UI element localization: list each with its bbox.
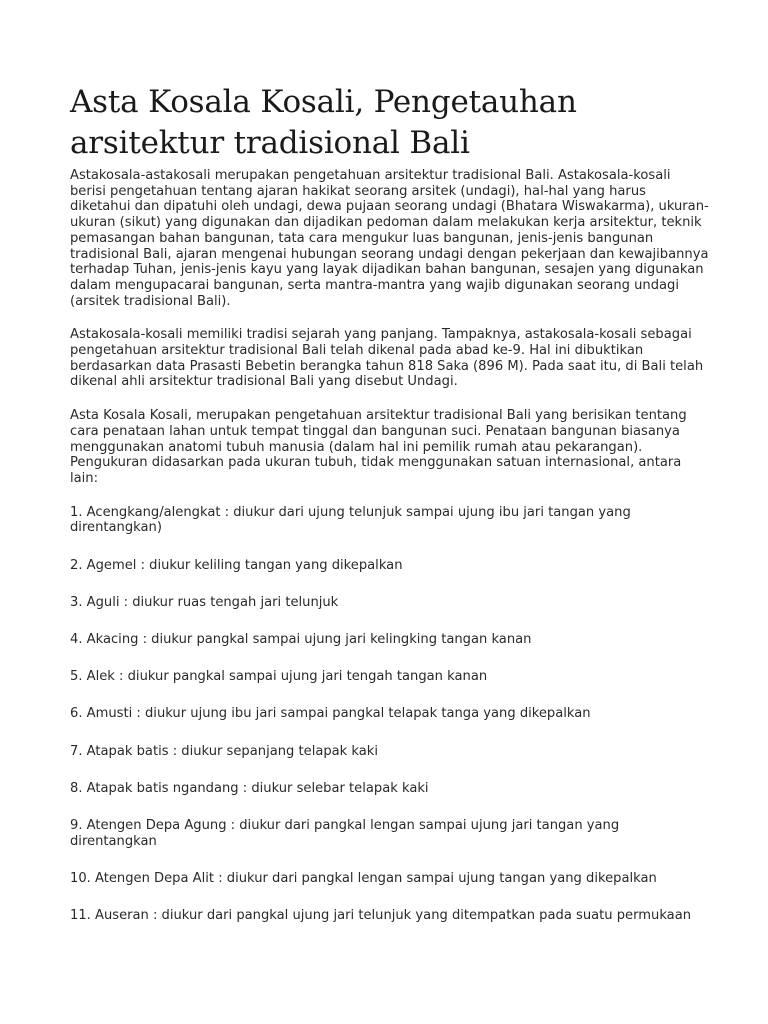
list-item: 1. Acengkang/alengkat : diukur dari ujung telunjuk sampai ujung ibu jari tangan yang direntangkan) bbox=[70, 504, 631, 536]
document-title: Asta Kosala Kosali, Pengetauhan arsitektur tradisional Bali bbox=[70, 84, 577, 161]
measurement-list bbox=[70, 505, 710, 924]
document-page bbox=[70, 82, 710, 945]
list-item: 7. Atapak batis : diukur sepanjang telapak kaki bbox=[70, 743, 379, 759]
paragraph-history: Astakosala-kosali memiliki tradisi sejarah yang panjang. Tampaknya, astakosala-kosali sebagai pengetahuan arsitektur tradisional Bali telah dikenal pada abad ke-9. Hal ini dibuktikan berdasarkan data Prasasti Bebetin berangka tahun 818 Saka (896 M). Pada saat itu, di Bali telah dikenal ahli arsitektur tradisional Bali yang disebut Undagi. bbox=[70, 327, 704, 390]
paragraph-intro: Astakosala-astakosali merupakan pengetahuan arsitektur tradisional Bali. Astakosala-kosali berisi pengetahuan tentang ajaran hakikat seorang arsitek (undagi), hal-hal yang harus diketahui dan dipatuhi oleh undagi, dewa pujaan seorang undagi (Bhatara Wiswakarma), ukuran-ukuran (sikut) yang digunakan dan dijadikan pedoman dalam melakukan kerja arsitektur, teknik pemasangan bahan bangunan, tata cara mengukur luas bangunan, jenis-jenis bangunan tradisional Bali, ajaran mengenai hubungan seorang undagi dengan pekerjaan dan kewajibannya terhadap Tuhan, jenis-jenis kayu yang layak dijadikan bahan bangunan, sesajen yang digunakan dalam mengupacarai bangunan, serta mantra-mantra yang wajib digunakan seorang undagi (arsitek tradisional Bali). bbox=[70, 168, 709, 309]
list-item: 4. Akacing : diukur pangkal sampai ujung jari kelingking tangan kanan bbox=[70, 631, 532, 647]
paragraph-measurement: Asta Kosala Kosali, merupakan pengetahuan arsitektur tradisional Bali yang berisikan tentang cara penataan lahan untuk tempat tinggal dan bangunan suci. Penataan bangunan biasanya menggunakan anatomi tubuh manusia (dalam hal ini pemilik rumah atau pekarangan). Pengukuran didasarkan pada ukuran tubuh, tidak menggunakan satuan internasional, antara lain: bbox=[70, 408, 687, 486]
list-item: 8. Atapak batis ngandang : diukur selebar telapak kaki bbox=[70, 780, 429, 796]
list-item: 10. Atengen Depa Alit : diukur dari pangkal lengan sampai ujung tangan yang dikepalkan bbox=[70, 870, 657, 886]
list-item: 2. Agemel : diukur keliling tangan yang dikepalkan bbox=[70, 557, 403, 573]
list-item: 3. Aguli : diukur ruas tengah jari telunjuk bbox=[70, 594, 339, 610]
list-item: 5. Alek : diukur pangkal sampai ujung jari tengah tangan kanan bbox=[70, 669, 488, 685]
list-item: 9. Atengen Depa Agung : diukur dari pangkal lengan sampai ujung jari tangan yang direntangkan bbox=[70, 817, 620, 849]
list-item: 6. Amusti : diukur ujung ibu jari sampai pangkal telapak tanga yang dikepalkan bbox=[70, 706, 591, 722]
list-item: 11. Auseran : diukur dari pangkal ujung jari telunjuk yang ditempatkan pada suatu permukaan bbox=[70, 908, 692, 924]
